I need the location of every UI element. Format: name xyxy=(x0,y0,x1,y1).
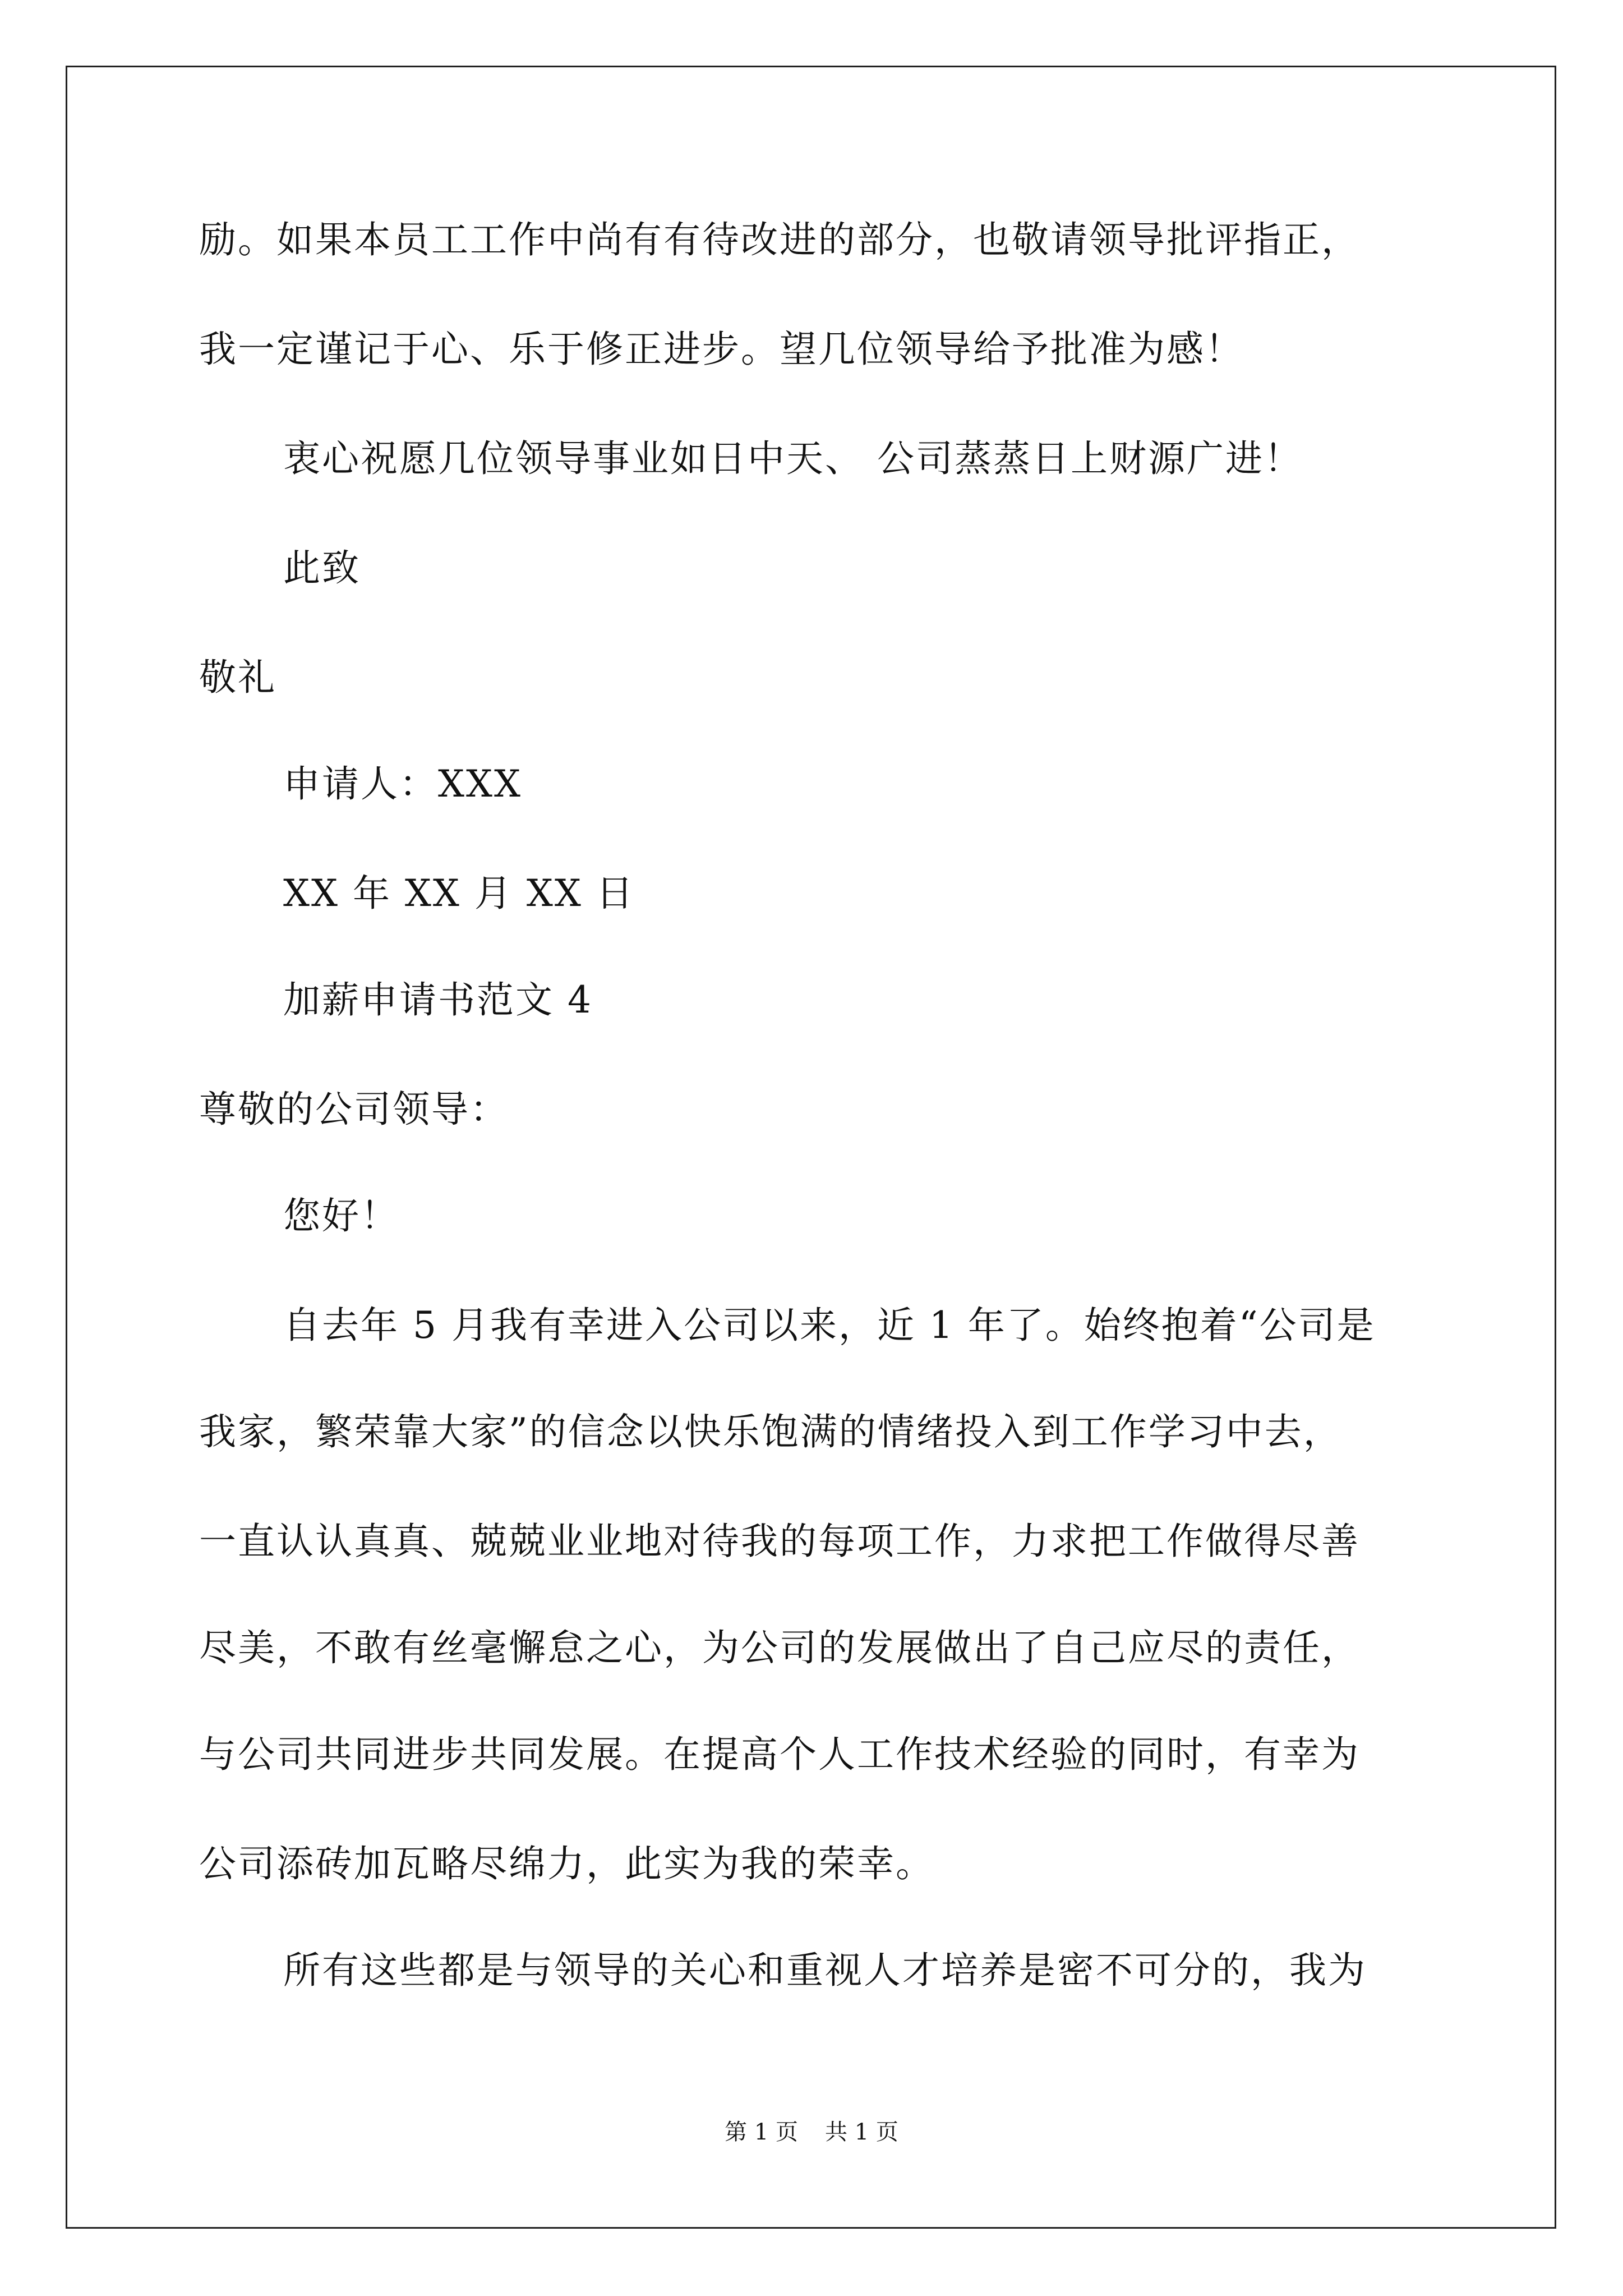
text-line: 衷心祝愿几位领导事业如日中天、 公司蒸蒸日上财源广进！ xyxy=(283,437,1303,480)
page-total: 共 1 页 xyxy=(825,2119,898,2145)
date-line: XX 年 XX 月 XX 日 xyxy=(283,872,635,915)
page-number: 第 1 页 xyxy=(725,2119,798,2145)
text-line: 励。如果本员工工作中尚有有待改进的部分，也敬请领导批评指正， xyxy=(199,218,1360,261)
closing-salutation: 敬礼 xyxy=(199,656,276,699)
greeting: 您好！ xyxy=(283,1194,399,1237)
text-line: 与公司共同进步共同发展。在提高个人工作技术经验的同时，有幸为 xyxy=(199,1733,1360,1776)
text-line: 公司添砖加瓦略尽绵力，此实为我的荣幸。 xyxy=(199,1842,934,1885)
text-line: 我一定谨记于心、乐于修正进步。望几位领导给予批准为感！ xyxy=(199,328,1244,371)
closing-line: 此致 xyxy=(283,546,361,590)
text-line: 自去年 5 月我有幸进入公司以来，近 1 年了。始终抱着“公司是 xyxy=(283,1304,1376,1347)
page-border xyxy=(66,66,1556,2229)
applicant-line: 申请人：XXX xyxy=(283,762,522,806)
text-line: 一直认认真真、兢兢业业地对待我的每项工作，力求把工作做得尽善 xyxy=(199,1520,1360,1563)
page-footer xyxy=(0,2121,1623,2143)
text-line: 我家，繁荣靠大家”的信念以快乐饱满的情绪投入到工作学习中去， xyxy=(199,1410,1342,1453)
text-line: 所有这些都是与领导的关心和重视人才培养是密不可分的，我为 xyxy=(283,1949,1367,1992)
section-title: 加薪申请书范文 4 xyxy=(283,978,593,1022)
salutation: 尊敬的公司领导： xyxy=(199,1088,509,1131)
text-line: 尽美，不敢有丝毫懈怠之心，为公司的发展做出了自己应尽的责任， xyxy=(199,1626,1360,1669)
